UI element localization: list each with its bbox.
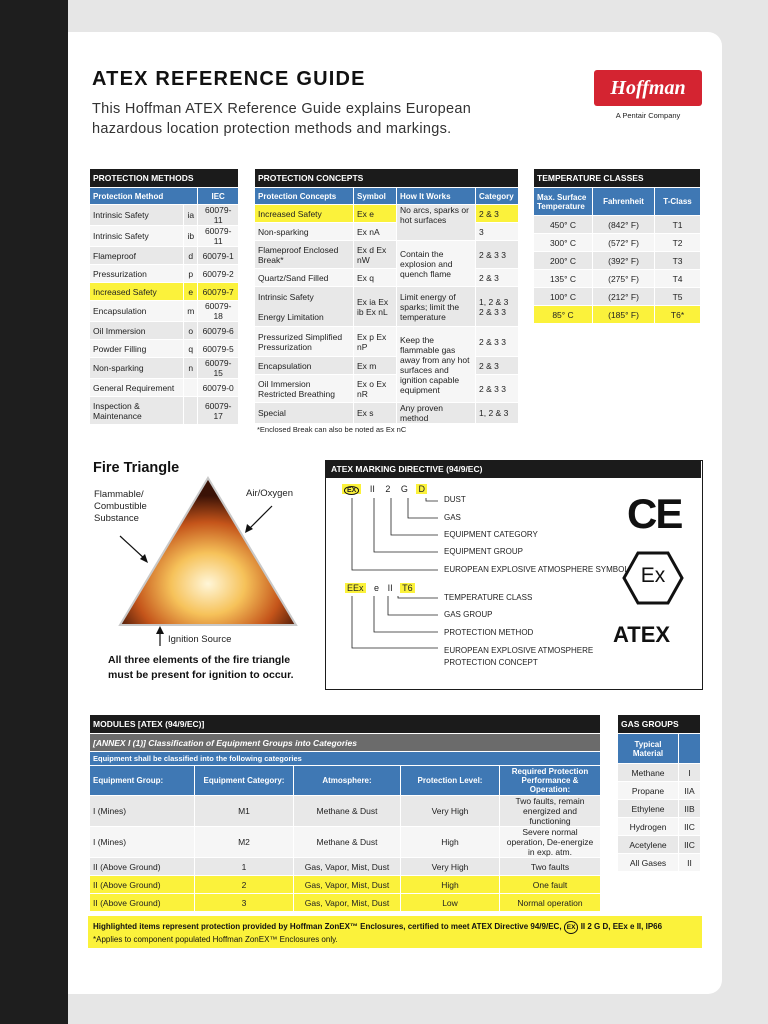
level-cell: High bbox=[401, 827, 500, 858]
group-code: II bbox=[369, 484, 375, 494]
concept-cell bbox=[255, 287, 354, 327]
concept-text: Intrinsic Safety bbox=[258, 291, 314, 302]
how-cell: Limit energy of sparks; limit the temperature bbox=[397, 287, 476, 327]
t-class-cell: T1 bbox=[655, 216, 701, 234]
table-row bbox=[90, 322, 239, 340]
iec-cell: 60079-6 bbox=[198, 322, 239, 340]
requirement-cell: Severe normal operation, De-energize in exp. atm. bbox=[500, 827, 601, 858]
col-category: Category bbox=[476, 188, 519, 205]
requirement-cell: One fault bbox=[500, 876, 601, 894]
celsius-cell: 85° C bbox=[534, 306, 593, 324]
ex-symbol-text: EX bbox=[344, 486, 359, 495]
label-temperature-class: TEMPERATURE CLASS bbox=[444, 593, 533, 602]
col-how: How It Works bbox=[397, 188, 476, 205]
concept-cell: Special bbox=[255, 403, 354, 424]
material-cell: Methane bbox=[618, 764, 679, 782]
table-row bbox=[255, 269, 519, 287]
dust-code: D bbox=[418, 484, 425, 494]
table-row bbox=[90, 340, 239, 358]
label-gas: GAS bbox=[444, 513, 461, 522]
col-fahrenheit: Fahrenheit bbox=[593, 188, 655, 216]
concept-cell: Increased Safety bbox=[255, 205, 354, 223]
fire-triangle-graphic bbox=[90, 474, 310, 650]
col-max-surface-temp: Max. Surface Temperature bbox=[534, 188, 593, 216]
symbol-cell: Ex p Ex nP bbox=[354, 327, 397, 357]
group-cell: II (Above Ground) bbox=[90, 876, 195, 894]
table-row bbox=[90, 226, 239, 247]
material-cell: Ethylene bbox=[618, 800, 679, 818]
col-concepts: Protection Concepts bbox=[255, 188, 354, 205]
modules-subtitle: [ANNEX I (1)] Classification of Equipment Groups into Categories bbox=[90, 734, 601, 752]
ex-symbol-code bbox=[342, 484, 361, 494]
col-iec: IEC bbox=[198, 188, 239, 205]
how-cell: No arcs, sparks or hot surfaces bbox=[397, 205, 476, 241]
iec-cell: 60079-0 bbox=[198, 379, 239, 397]
table-row bbox=[255, 375, 519, 403]
col-t-class: T-Class bbox=[655, 188, 701, 216]
material-cell: All Gases bbox=[618, 854, 679, 872]
iec-cell: 60079-17 bbox=[198, 397, 239, 425]
celsius-cell: 135° C bbox=[534, 270, 593, 288]
protection-methods-table bbox=[89, 168, 239, 425]
col-equipment-group: Equipment Group: bbox=[90, 766, 195, 796]
marking-code-1 bbox=[342, 484, 427, 495]
material-cell: Propane bbox=[618, 782, 679, 800]
gas-group-cell: IIC bbox=[679, 836, 701, 854]
symbol-cell: Ex q bbox=[354, 269, 397, 287]
iec-cell: 60079-11 bbox=[198, 226, 239, 247]
col-protection-method: Protection Method bbox=[90, 188, 198, 205]
hoffman-logo: Hoffman bbox=[594, 70, 702, 106]
table-row bbox=[255, 223, 519, 241]
method-cell: Pressurization bbox=[90, 265, 184, 283]
table-row bbox=[618, 854, 701, 872]
table-row bbox=[90, 283, 239, 301]
footer-line-1 bbox=[93, 921, 697, 934]
t-class-cell: T4 bbox=[655, 270, 701, 288]
atmosphere-cell: Methane & Dust bbox=[294, 827, 401, 858]
gas-group-cell: II bbox=[679, 854, 701, 872]
intro-text: This Hoffman ATEX Reference Guide explains European hazardous location protection methods and markings. bbox=[92, 101, 472, 137]
table-row bbox=[255, 205, 519, 223]
label-equipment-group: EQUIPMENT GROUP bbox=[444, 547, 523, 556]
code-cell: d bbox=[184, 247, 198, 265]
group-cell: I (Mines) bbox=[90, 796, 195, 827]
table-row bbox=[534, 234, 701, 252]
requirement-cell: Two faults, remain energized and functioning bbox=[500, 796, 601, 827]
table-row bbox=[90, 205, 239, 226]
col-protection-level: Protection Level: bbox=[401, 766, 500, 796]
category-code: 2 bbox=[385, 484, 391, 494]
requirement-cell: Normal operation bbox=[500, 894, 601, 912]
concept-cell: Pressurized Simplified Pressurization bbox=[255, 327, 354, 357]
col-atmosphere: Atmosphere: bbox=[294, 766, 401, 796]
atex-mark: ATEX bbox=[613, 622, 671, 647]
air-arrow bbox=[248, 506, 272, 530]
gas-groups-title: GAS GROUPS bbox=[618, 715, 701, 734]
category-cell: 2 & 3 bbox=[476, 357, 519, 375]
label-dust: DUST bbox=[444, 495, 466, 504]
symbol-cell: Ex m bbox=[354, 357, 397, 375]
iec-cell: 60079-18 bbox=[198, 301, 239, 322]
table-row bbox=[90, 397, 239, 425]
table-row bbox=[90, 876, 601, 894]
label-protection-method: PROTECTION METHOD bbox=[444, 628, 534, 637]
method-cell: Non-sparking bbox=[90, 358, 184, 379]
method-cell: Intrinsic Safety bbox=[90, 226, 184, 247]
code-cell: m bbox=[184, 301, 198, 322]
atmosphere-cell: Gas, Vapor, Mist, Dust bbox=[294, 858, 401, 876]
celsius-cell: 300° C bbox=[534, 234, 593, 252]
table-row bbox=[255, 241, 519, 269]
group-cell: I (Mines) bbox=[90, 827, 195, 858]
temperature-classes-title: TEMPERATURE CLASSES bbox=[534, 169, 701, 188]
group-cell: II (Above Ground) bbox=[90, 858, 195, 876]
temp-class-code: T6 bbox=[402, 583, 413, 593]
fahrenheit-cell: (572° F) bbox=[593, 234, 655, 252]
category-cell: 2 & 3 3 bbox=[476, 375, 519, 403]
ex-symbol-inline: EX bbox=[564, 921, 579, 934]
category-cell: 1, 2 & 3 bbox=[476, 403, 519, 424]
concept-cell: Flameproof Enclosed Break* bbox=[255, 241, 354, 269]
label-eu-explosive-symbol: EUROPEAN EXPLOSIVE ATMOSPHERE SYMBOL bbox=[444, 565, 629, 574]
concept-text: Energy Limitation bbox=[258, 311, 324, 322]
fire-triangle-shape bbox=[120, 478, 296, 625]
ignition-label: Ignition Source bbox=[168, 634, 232, 645]
table-row bbox=[618, 782, 701, 800]
fire-triangle-title: Fire Triangle bbox=[93, 460, 180, 476]
table-row bbox=[534, 252, 701, 270]
footer-note bbox=[88, 916, 702, 948]
col-symbol: Symbol bbox=[354, 188, 397, 205]
level-cell: Very High bbox=[401, 858, 500, 876]
code-cell: q bbox=[184, 340, 198, 358]
method-cell: Inspection & Maintenance bbox=[90, 397, 184, 425]
footer-text-c: II 2 G D, EEx e II, IP66 bbox=[580, 922, 663, 931]
table-row bbox=[90, 827, 601, 858]
table-row bbox=[90, 858, 601, 876]
table-row bbox=[255, 357, 519, 375]
col-required-protection: Required Protection Performance & Operation: bbox=[500, 766, 601, 796]
air-label: Air/Oxygen bbox=[246, 488, 293, 499]
iec-cell: 60079-5 bbox=[198, 340, 239, 358]
atmosphere-cell: Methane & Dust bbox=[294, 796, 401, 827]
col-group-blank bbox=[679, 734, 701, 764]
code-cell: p bbox=[184, 265, 198, 283]
level-cell: Low bbox=[401, 894, 500, 912]
fire-triangle-caption: All three elements of the fire triangle must be present for ignition to occur. bbox=[108, 654, 294, 681]
method-cell: Powder Filling bbox=[90, 340, 184, 358]
code-cell: ia bbox=[184, 205, 198, 226]
method-cell: Intrinsic Safety bbox=[90, 205, 184, 226]
air-arrow-head bbox=[245, 524, 253, 533]
col-equipment-category: Equipment Category: bbox=[195, 766, 294, 796]
gas-group-cell: IIB bbox=[679, 800, 701, 818]
atmosphere-cell: Gas, Vapor, Mist, Dust bbox=[294, 894, 401, 912]
code-cell: ib bbox=[184, 226, 198, 247]
celsius-cell: 200° C bbox=[534, 252, 593, 270]
table-row bbox=[90, 358, 239, 379]
table-row bbox=[90, 379, 239, 397]
table-row bbox=[255, 403, 519, 424]
table-row bbox=[534, 306, 701, 324]
table-row bbox=[90, 894, 601, 912]
marking-code-2 bbox=[345, 583, 415, 593]
label-protection-concept: EUROPEAN EXPLOSIVE ATMOSPHERE PROTECTION CONCEPT bbox=[444, 646, 594, 667]
category-cell: 1 bbox=[195, 858, 294, 876]
gas-group-cell: IIA bbox=[679, 782, 701, 800]
category-cell: 1, 2 & 3 2 & 3 3 bbox=[476, 287, 519, 327]
marking-directive-title: ATEX MARKING DIRECTIVE (94/9/EC) bbox=[325, 460, 701, 478]
label-equipment-category: EQUIPMENT CATEGORY bbox=[444, 530, 538, 539]
gas-group-cell: IIC bbox=[679, 818, 701, 836]
symbol-cell: Ex s bbox=[354, 403, 397, 424]
table-row bbox=[534, 270, 701, 288]
footer-text-a: Highlighted items represent protection provided by Hoffman ZonEX™ Enclosures, certified to meet ATEX Directive 94/9/EC, bbox=[93, 922, 562, 931]
symbol-cell: Ex o Ex nR bbox=[354, 375, 397, 403]
category-cell: 2 bbox=[195, 876, 294, 894]
iec-cell: 60079-11 bbox=[198, 205, 239, 226]
requirement-cell: Two faults bbox=[500, 858, 601, 876]
marking-connector-lines bbox=[330, 480, 620, 670]
method-cell: Increased Safety bbox=[90, 283, 184, 301]
col-typical-material: Typical Material bbox=[618, 734, 679, 764]
table-row bbox=[90, 247, 239, 265]
table-row bbox=[255, 287, 519, 327]
category-cell: 2 & 3 3 bbox=[476, 327, 519, 357]
category-cell: M1 bbox=[195, 796, 294, 827]
ce-mark: CE bbox=[627, 490, 682, 537]
table-row bbox=[618, 800, 701, 818]
concept-cell: Non-sparking bbox=[255, 223, 354, 241]
how-cell: Any proven method bbox=[397, 403, 476, 424]
t-class-cell: T5 bbox=[655, 288, 701, 306]
symbol-cell: Ex d Ex nW bbox=[354, 241, 397, 269]
fahrenheit-cell: (392° F) bbox=[593, 252, 655, 270]
group-cell: II (Above Ground) bbox=[90, 894, 195, 912]
ex-mark-text: Ex bbox=[640, 564, 666, 587]
how-cell: Contain the explosion and quench flame bbox=[397, 241, 476, 287]
celsius-cell: 100° C bbox=[534, 288, 593, 306]
category-cell: 2 & 3 3 bbox=[476, 241, 519, 269]
method-code: e bbox=[374, 583, 380, 593]
temperature-classes-table bbox=[533, 168, 701, 324]
fahrenheit-cell: (275° F) bbox=[593, 270, 655, 288]
iec-cell: 60079-15 bbox=[198, 358, 239, 379]
symbol-cell: Ex nA bbox=[354, 223, 397, 241]
t-class-cell: T3 bbox=[655, 252, 701, 270]
table-row bbox=[255, 327, 519, 357]
atmosphere-cell: Gas, Vapor, Mist, Dust bbox=[294, 876, 401, 894]
table-row bbox=[534, 288, 701, 306]
protection-methods-title: PROTECTION METHODS bbox=[90, 169, 239, 188]
code-cell bbox=[184, 379, 198, 397]
protection-concepts-title: PROTECTION CONCEPTS bbox=[255, 169, 519, 188]
gas-groups-table bbox=[617, 714, 701, 872]
ignition-arrow-head bbox=[156, 626, 164, 634]
t-class-cell: T6* bbox=[655, 306, 701, 324]
logo-subtitle: A Pentair Company bbox=[615, 111, 681, 120]
page-title: ATEX REFERENCE GUIDE bbox=[92, 68, 366, 90]
category-cell: M2 bbox=[195, 827, 294, 858]
gas-group-code: II bbox=[387, 583, 393, 593]
category-cell: 3 bbox=[476, 223, 519, 241]
celsius-cell: 450° C bbox=[534, 216, 593, 234]
code-cell bbox=[184, 397, 198, 425]
fahrenheit-cell: (212° F) bbox=[593, 288, 655, 306]
concept-cell: Quartz/Sand Filled bbox=[255, 269, 354, 287]
method-cell: Encapsulation bbox=[90, 301, 184, 322]
left-dark-bar bbox=[0, 0, 68, 1024]
code-cell: n bbox=[184, 358, 198, 379]
iec-cell: 60079-2 bbox=[198, 265, 239, 283]
table-row bbox=[90, 265, 239, 283]
label-gas-group: GAS GROUP bbox=[444, 610, 493, 619]
category-cell: 3 bbox=[195, 894, 294, 912]
modules-table bbox=[89, 714, 601, 912]
iec-cell: 60079-1 bbox=[198, 247, 239, 265]
method-cell: Flameproof bbox=[90, 247, 184, 265]
table-row bbox=[618, 764, 701, 782]
method-cell: General Requirement bbox=[90, 379, 184, 397]
how-cell: Keep the flammable gas away from any hot surfaces and ignition capable equipment bbox=[397, 327, 476, 403]
t-class-cell: T2 bbox=[655, 234, 701, 252]
concept-cell: Encapsulation bbox=[255, 357, 354, 375]
level-cell: High bbox=[401, 876, 500, 894]
fahrenheit-cell: (185° F) bbox=[593, 306, 655, 324]
fuel-arrow bbox=[120, 536, 146, 560]
code-cell: o bbox=[184, 322, 198, 340]
concepts-footnote: *Enclosed Break can also be noted as Ex nC bbox=[257, 425, 407, 434]
concept-cell: Oil Immersion Restricted Breathing bbox=[255, 375, 354, 403]
table-row bbox=[618, 818, 701, 836]
modules-title: MODULES [ATEX (94/9/EC)] bbox=[90, 715, 601, 734]
symbol-cell: Ex ia Ex ib Ex nL bbox=[354, 287, 397, 327]
eex-code: EEx bbox=[347, 583, 364, 593]
protection-concepts-table bbox=[254, 168, 519, 424]
method-cell: Oil Immersion bbox=[90, 322, 184, 340]
fahrenheit-cell: (842° F) bbox=[593, 216, 655, 234]
symbol-cell: Ex e bbox=[354, 205, 397, 223]
category-cell: 2 & 3 bbox=[476, 205, 519, 223]
table-row bbox=[534, 216, 701, 234]
material-cell: Acetylene bbox=[618, 836, 679, 854]
footer-line-2: *Applies to component populated Hoffman ZonEX™ Enclosures only. bbox=[93, 935, 338, 944]
code-cell: e bbox=[184, 283, 198, 301]
iec-cell: 60079-7 bbox=[198, 283, 239, 301]
table-row bbox=[90, 796, 601, 827]
level-cell: Very High bbox=[401, 796, 500, 827]
category-cell: 2 & 3 bbox=[476, 269, 519, 287]
fuel-label: Flammable/ Combustible Substance bbox=[94, 489, 147, 524]
modules-note: Equipment shall be classified into the following categories bbox=[90, 752, 601, 766]
gas-code: G bbox=[400, 484, 408, 494]
material-cell: Hydrogen bbox=[618, 818, 679, 836]
table-row bbox=[90, 301, 239, 322]
gas-group-cell: I bbox=[679, 764, 701, 782]
table-row bbox=[618, 836, 701, 854]
